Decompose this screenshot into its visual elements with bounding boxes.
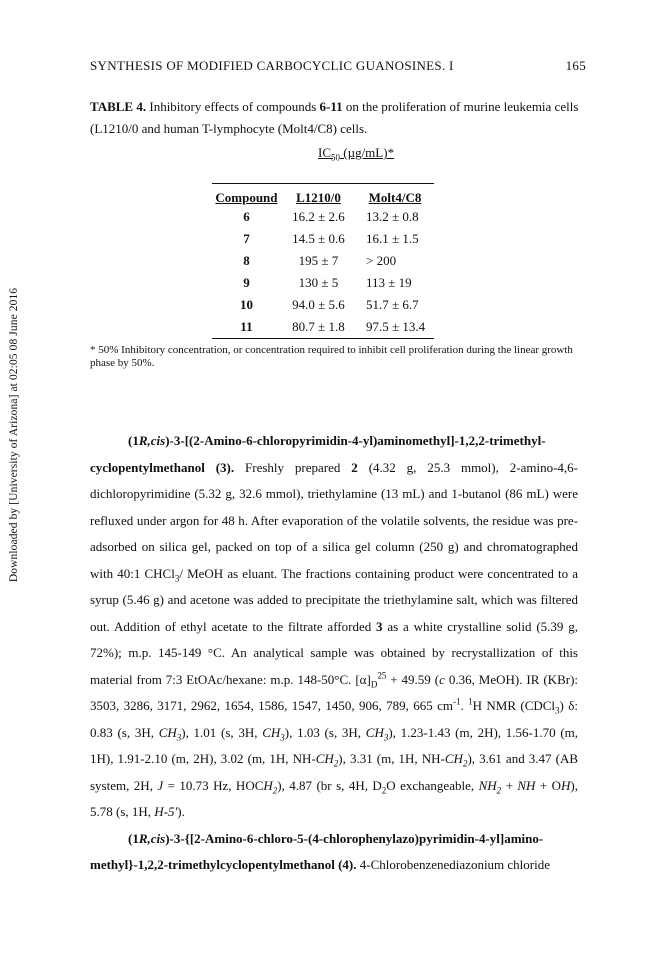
paragraph-compound-3: (1R,cis)-3-[(2-Amino-6-chloropyrimidin-4-yl)aminomethyl]-1,2,2-trimethyl-cyclopentylmethanol (3). Freshly prepared 2 (4.32 g, 25.3 mmol), 2-amino-4,6-dichloropyrimidine (5.32 g, 32.6 mmol), triethylamine (13 mL) and 1-butanol (86 mL) were refluxed under argon for 48 h. After evaporation of the volatile solvents, the residue was pre-adsorbed on silica gel, packed on top of a silica gel column (250 g) and chromatographed with 40:1 CHCl$_3$/ MeOH as eluant. The fractions containing product were concentrated to a syrup (5.46 g) and acetone was added to precipitate the triethylamine salt, which was filtered out. Addition of ethyl acetate to the filtrate afforded 3 as a white crystalline solid (5.39 g, 72%); m.p. 145-149 °C. An analytical sample was obtained by recrystallization of this material from 7:3 EtOAc/hexane: m.p. 148-50°C. $[\alpha]_D^{25} + 49.59$ (c 0.36, MeOH). IR (KBr): 3503, 3286, 3171, 2962, 1654, 1586, 1547, 1450, 906, 789, 665 $cm^{-1}$. $^1$H NMR (CDCl$_3$) δ: 0.83 (s, 3H, $CH_3$), 1.01 (s, 3H, $CH_3$), 1.03 (s, 3H, $CH_3$), 1.23-1.43 (m, 2H), 1.56-1.70 (m, 1H), 1.91-2.10 (m, 2H), 3.02 (m, 1H, $NH-CH_2$), 3.31 (m, 1H, $NH-CH_2$), 3.61 and 3.47 (AB system, 2H, J = 10.73 Hz, $HOCH_2$), 4.87 (br s, 4H, $D_2O$ exchangeable, $NH_2$ + NH + OH), 5.78 (s, 1H, H-5').: [90, 433, 579, 819]
table-row: [212, 272, 434, 294]
header-molt4: Molt4/C8: [356, 184, 434, 207]
caption-compounds: 6-11: [319, 99, 343, 114]
molt4-cell: 16.1 ± 1.5: [366, 231, 419, 246]
table-footnote: * 50% Inhibitory concentration, or concentration required to inhibit cell proliferation during the linear growth phase by 50%.: [90, 344, 573, 369]
table-row: [212, 228, 434, 250]
table-header-row: [212, 184, 434, 207]
download-notice: Downloaded by [University of Arizona] at 02:05 08 June 2016: [8, 287, 20, 583]
table-row: [212, 294, 434, 316]
l1210-cell: 16.2 ± 2.6: [292, 209, 345, 224]
compound-cell: 10: [239, 297, 253, 312]
compound-cell: 8: [243, 253, 250, 268]
molt4-cell: 97.5 ± 13.4: [356, 316, 434, 339]
compound-cell: 7: [243, 231, 250, 246]
l1210-cell: 14.5 ± 0.6: [292, 231, 345, 246]
table-row: [212, 250, 434, 272]
ic50-sub: 50: [331, 152, 340, 163]
header-compound: Compound: [212, 184, 281, 207]
molt4-cell: > 200: [366, 253, 397, 268]
caption-text-2: on the proliferation of murine leukemia cells (L1210/0 and human T-lymphocyte (Molt4/C8) cells.: [90, 99, 579, 136]
table-caption: [90, 96, 590, 140]
molt4-cell: 13.2 ± 0.8: [366, 209, 419, 224]
table-label: TABLE 4.: [90, 99, 147, 114]
compound-4-title: (1R,cis)-3-{[2-Amino-6-chloro-5-(4-chlorophenylazo)pyrimidin-4-yl]amino-methyl}-1,2,2-trimethylcyclopentylmethanol (4).: [90, 830, 544, 872]
paragraph-compound-4: (1R,cis)-3-{[2-Amino-6-chloro-5-(4-chlorophenylazo)pyrimidin-4-yl]amino-methyl}-1,2,2-trimethylcyclopentylmethanol (4). 4-Chlorobenzenediazonium chloride: [90, 830, 551, 872]
l1210-cell: 130 ± 5: [298, 275, 339, 290]
data-table: [212, 183, 434, 339]
ic50-heading: [318, 145, 394, 161]
compound-3-title: (1R,cis)-3-[(2-Amino-6-chloropyrimidin-4-yl)aminomethyl]-1,2,2-trimethyl-cyclopentylmethanol (3).: [90, 433, 546, 475]
download-watermark: [7, 225, 21, 645]
l1210-cell: 94.0 ± 5.6: [292, 297, 345, 312]
compound-cell: 9: [243, 275, 250, 290]
ic50-label: IC: [318, 145, 331, 160]
ic50-unit: (µg/mL)*: [340, 145, 395, 160]
caption-text: Inhibitory effects of compounds: [146, 99, 320, 114]
compound-cell: 11: [212, 316, 281, 339]
table-row: [212, 206, 434, 228]
header-l1210: L1210/0: [281, 184, 356, 207]
molt4-cell: 51.7 ± 6.7: [366, 297, 419, 312]
l1210-cell: 195 ± 7: [298, 253, 339, 268]
compound-cell: 6: [243, 209, 250, 224]
page-number: 165: [565, 58, 586, 73]
experimental-text: [90, 428, 578, 879]
l1210-cell: 80.7 ± 1.8: [281, 316, 356, 339]
running-header: [90, 58, 586, 74]
table-row: [212, 316, 434, 339]
molt4-cell: 113 ± 19: [366, 275, 412, 290]
running-title: SYNTHESIS OF MODIFIED CARBOCYCLIC GUANOSINES. I: [90, 58, 454, 73]
